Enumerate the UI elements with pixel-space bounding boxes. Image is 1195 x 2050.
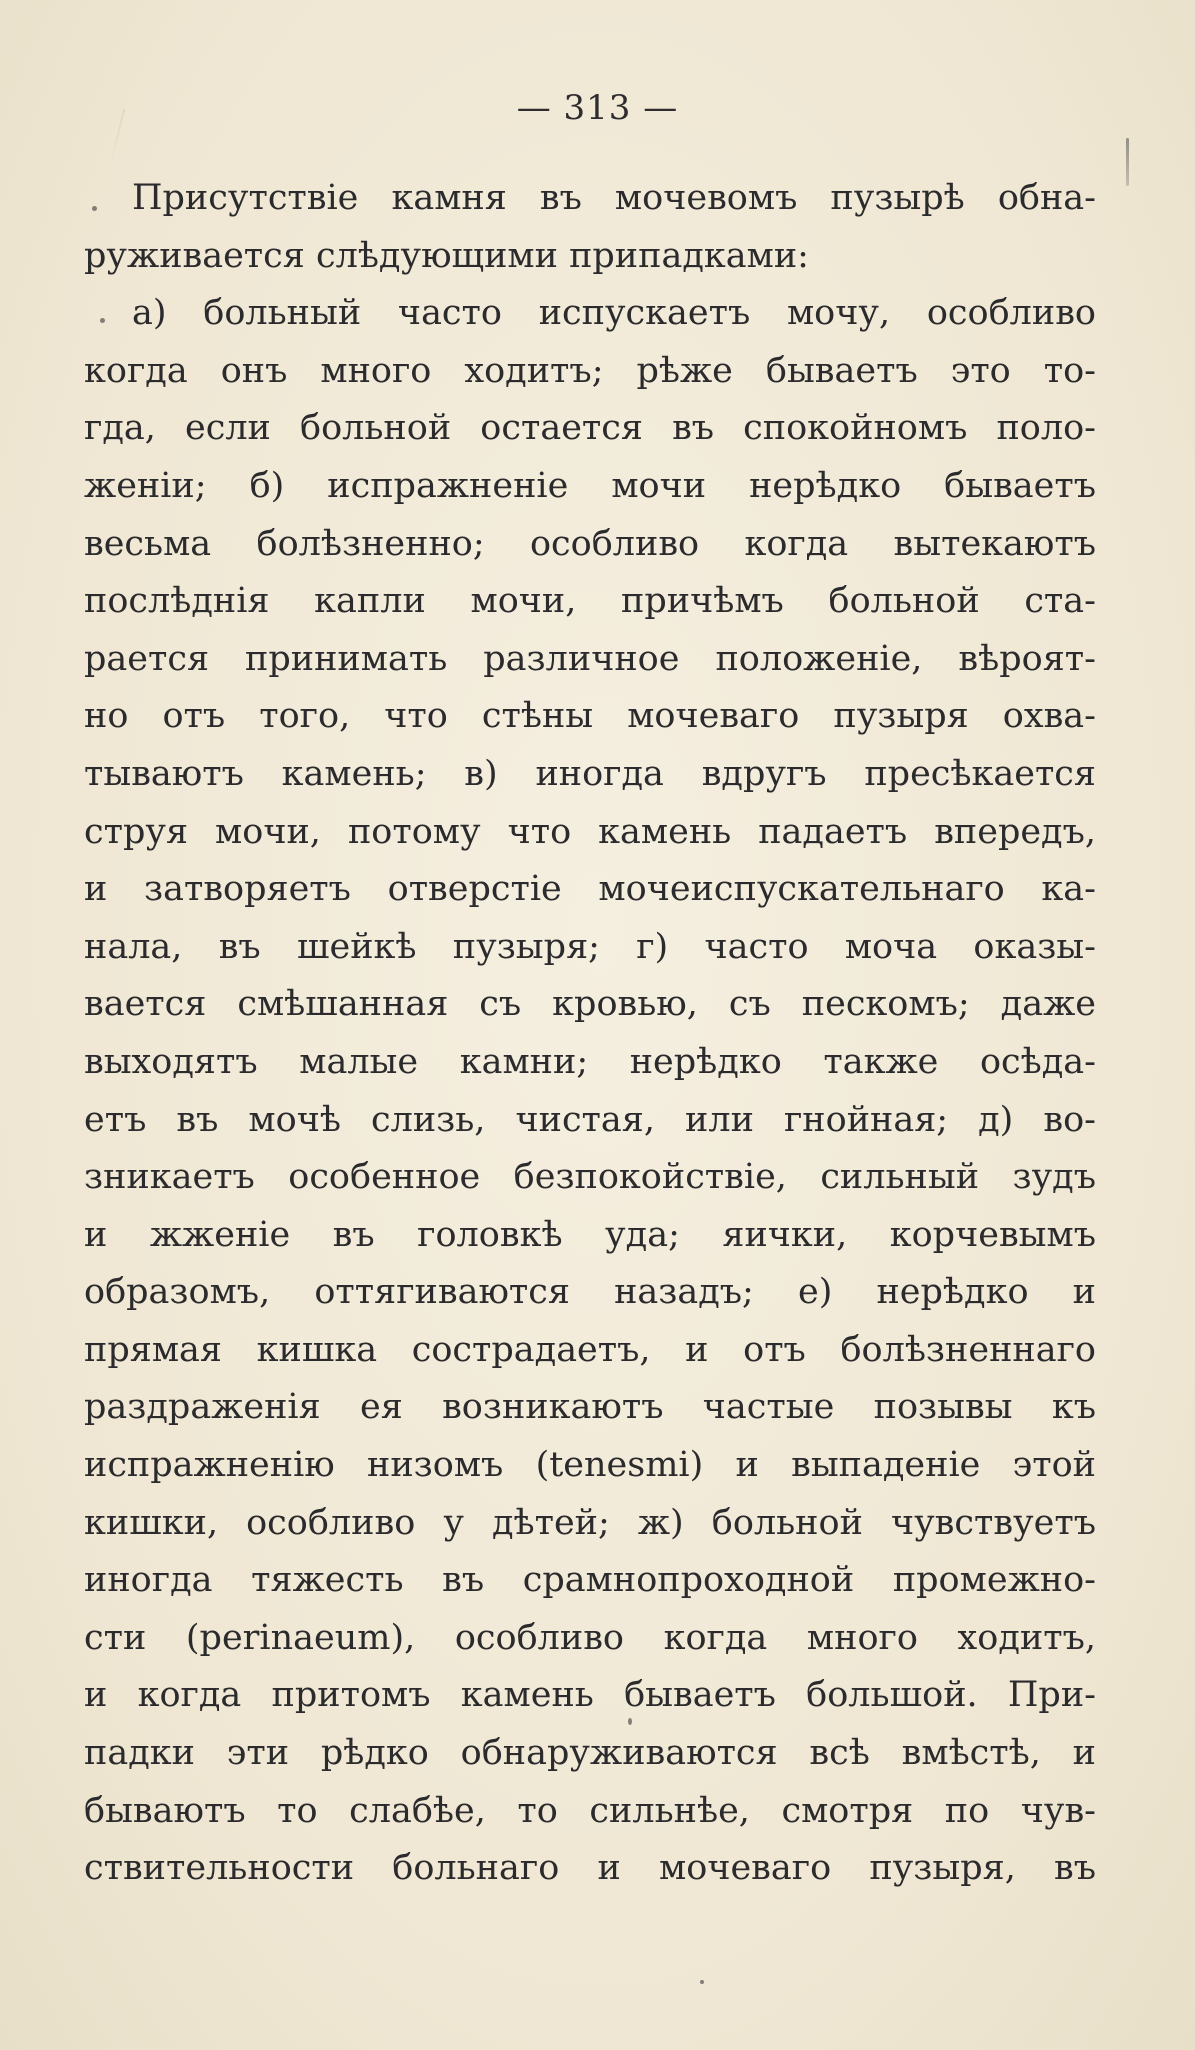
text-line: нала, въ шейкѣ пузыря; г) часто моча оказы- bbox=[84, 926, 1096, 967]
text-line: бываютъ то слабѣе, то сильнѣе, смотря по чув- bbox=[84, 1790, 1096, 1831]
text-line: выходятъ малые камни; нерѣдко также осѣда- bbox=[84, 1041, 1096, 1082]
text-line: когда онъ много ходитъ; рѣже бываетъ это то- bbox=[84, 350, 1096, 391]
paper-mark-right bbox=[1126, 138, 1129, 186]
text-line: и жженіе въ головкѣ уда; яички, корчевымъ bbox=[84, 1214, 1096, 1255]
body-text bbox=[84, 170, 1096, 1898]
text-line: етъ въ мочѣ слизь, чистая, или гнойная; д) во- bbox=[84, 1099, 1096, 1140]
text-line: вается смѣшанная съ кровью, съ пескомъ; даже bbox=[84, 984, 1096, 1025]
text-line: испражненію низомъ (tenesmi) и выпаденіе этой bbox=[84, 1445, 1096, 1486]
text-line: прямая кишка сострадаетъ, и отъ болѣзненнаго bbox=[84, 1329, 1096, 1370]
text-line: тываютъ камень; в) иногда вдругъ пресѣкается bbox=[84, 753, 1096, 794]
text-line: сти (perinaeum), особливо когда много ходитъ, bbox=[84, 1617, 1096, 1658]
text-line: гда, если больной остается въ спокойномъ поло- bbox=[84, 408, 1096, 449]
text-line: женіи; б) испражненіе мочи нерѣдко бываетъ bbox=[84, 465, 1096, 506]
page-number: — 313 — bbox=[516, 88, 679, 128]
text-line: весьма болѣзненно; особливо когда вытекаютъ bbox=[84, 523, 1096, 564]
text-line: кишки, особливо у дѣтей; ж) больной чувствуетъ bbox=[84, 1502, 1096, 1543]
text-line: иногда тяжесть въ срамнопроходной промежно- bbox=[84, 1560, 1096, 1601]
text-line: зникаетъ особенное безпокойствіе, сильный зудъ bbox=[84, 1157, 1096, 1198]
text-line: образомъ, оттягиваются назадъ; е) нерѣдко и bbox=[84, 1272, 1096, 1313]
text-line: падки эти рѣдко обнаруживаются всѣ вмѣстѣ, и bbox=[84, 1733, 1096, 1774]
text-line: Присутствіе камня въ мочевомъ пузырѣ обна- bbox=[132, 178, 1096, 218]
text-line: послѣднія капли мочи, причѣмъ больной ста- bbox=[84, 581, 1096, 622]
text-line: но отъ того, что стѣны мочеваго пузыря охва- bbox=[84, 696, 1096, 737]
text-line: струя мочи, потому что камень падаетъ впередъ, bbox=[84, 811, 1096, 852]
text-line: и затворяетъ отверстіе мочеиспускательнаго ка- bbox=[84, 869, 1096, 910]
text-line: раздраженія ея возникаютъ частые позывы къ bbox=[84, 1387, 1096, 1428]
text-line: и когда притомъ камень бываетъ большой. При- bbox=[84, 1675, 1096, 1716]
text-line: руживается слѣдующими припадками: bbox=[84, 235, 809, 276]
text-line: ствительности больнаго и мочеваго пузыря, въ bbox=[84, 1848, 1096, 1889]
ink-speck bbox=[700, 1980, 704, 1984]
text-line: а) больный часто испускаетъ мочу, особливо bbox=[132, 293, 1096, 334]
text-line: рается принимать различное положеніе, вѣроят- bbox=[84, 638, 1096, 679]
